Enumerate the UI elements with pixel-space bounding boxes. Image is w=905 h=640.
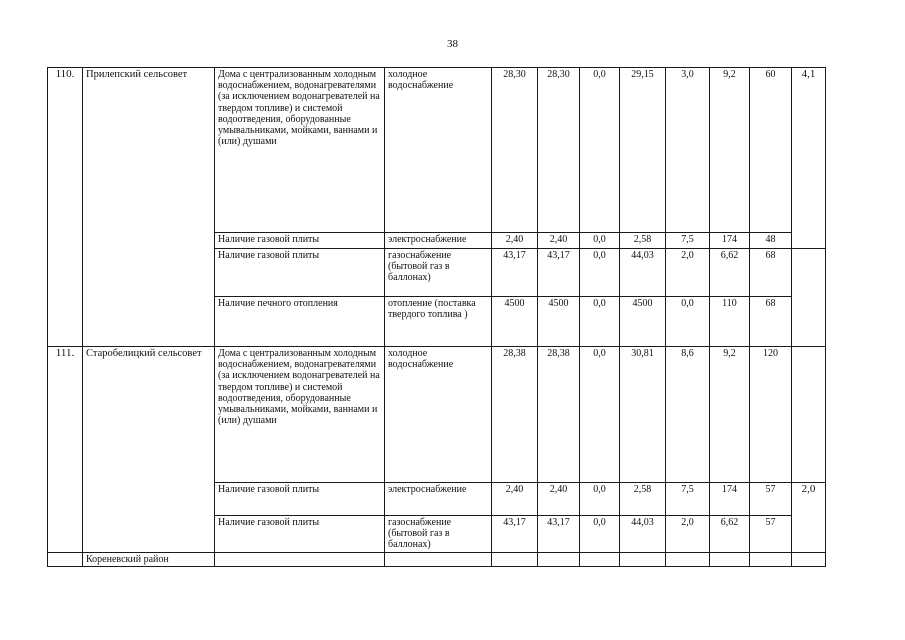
value-cell: 43,17 xyxy=(538,516,580,553)
value-cell: 4500 xyxy=(492,297,538,347)
value-cell: 2,0 xyxy=(666,249,710,297)
value-cell: 28,38 xyxy=(492,347,538,483)
total-cell: 2,0 xyxy=(792,483,826,553)
value-cell: 44,03 xyxy=(620,516,666,553)
value-cell: 60 xyxy=(750,68,792,233)
condition-cell: Наличие газовой плиты xyxy=(215,516,385,553)
value-cell: 9,2 xyxy=(710,68,750,233)
settlement-name: Прилепский сельсовет xyxy=(83,68,215,347)
table-row xyxy=(48,347,826,483)
empty-cell xyxy=(666,553,710,567)
value-cell: 57 xyxy=(750,516,792,553)
service-cell: электроснабжение xyxy=(385,233,492,249)
value-cell: 2,58 xyxy=(620,483,666,516)
value-cell: 2,40 xyxy=(538,233,580,249)
value-cell: 6,62 xyxy=(710,516,750,553)
empty-cell xyxy=(215,553,385,567)
empty-cell xyxy=(48,553,83,567)
value-cell: 68 xyxy=(750,249,792,297)
value-cell: 8,6 xyxy=(666,347,710,483)
value-cell: 0,0 xyxy=(666,297,710,347)
condition-cell: Наличие печного отопления xyxy=(215,297,385,347)
page-number: 38 xyxy=(447,38,458,50)
value-cell: 9,2 xyxy=(710,347,750,483)
value-cell: 2,40 xyxy=(538,483,580,516)
value-cell: 174 xyxy=(710,483,750,516)
empty-cell xyxy=(580,553,620,567)
service-cell: холодное водоснабжение xyxy=(385,68,492,233)
condition-cell: Наличие газовой плиты xyxy=(215,233,385,249)
value-cell: 43,17 xyxy=(538,249,580,297)
value-cell: 0,0 xyxy=(580,233,620,249)
value-cell: 110 xyxy=(710,297,750,347)
service-cell: холодное водоснабжение xyxy=(385,347,492,483)
value-cell: 7,5 xyxy=(666,233,710,249)
value-cell: 3,0 xyxy=(666,68,710,233)
value-cell: 68 xyxy=(750,297,792,347)
value-cell: 48 xyxy=(750,233,792,249)
condition-cell: Дома с централизованным холодным водоснабжением, водонагревателями (за исключением водонагревателей на твердом топливе) и системой водоотведения, оборудованные умывальниками, мойками, ваннами и (или) душами xyxy=(215,68,385,233)
value-cell: 28,30 xyxy=(538,68,580,233)
value-cell: 7,5 xyxy=(666,483,710,516)
total-cell-empty xyxy=(792,347,826,483)
empty-cell xyxy=(492,553,538,567)
row-number: 111. xyxy=(48,347,83,553)
service-cell: газоснабжение (бытовой газ в баллонах) xyxy=(385,516,492,553)
value-cell: 2,0 xyxy=(666,516,710,553)
value-cell: 28,38 xyxy=(538,347,580,483)
total-cell: 4,1 xyxy=(792,68,826,249)
value-cell: 0,0 xyxy=(580,297,620,347)
service-cell: газоснабжение (бытовой газ в баллонах) xyxy=(385,249,492,297)
empty-cell xyxy=(620,553,666,567)
empty-cell xyxy=(385,553,492,567)
value-cell: 120 xyxy=(750,347,792,483)
settlement-name: Старобелицкий сельсовет xyxy=(83,347,215,553)
empty-cell xyxy=(750,553,792,567)
value-cell: 0,0 xyxy=(580,483,620,516)
value-cell: 44,03 xyxy=(620,249,666,297)
value-cell: 57 xyxy=(750,483,792,516)
service-cell: электроснабжение xyxy=(385,483,492,516)
value-cell: 4500 xyxy=(620,297,666,347)
value-cell: 0,0 xyxy=(580,249,620,297)
value-cell: 0,0 xyxy=(580,68,620,233)
condition-cell: Дома с централизованным холодным водоснабжением, водонагревателями (за исключением водонагревателей на твердом топливе) и системой водоотведения, оборудованные умывальниками, мойками, ваннами и (или) душами xyxy=(215,347,385,483)
value-cell: 30,81 xyxy=(620,347,666,483)
empty-cell xyxy=(710,553,750,567)
value-cell: 2,40 xyxy=(492,483,538,516)
table-row xyxy=(48,68,826,233)
value-cell: 43,17 xyxy=(492,516,538,553)
table-row xyxy=(48,553,826,567)
row-number: 110. xyxy=(48,68,83,347)
condition-cell: Наличие газовой плиты xyxy=(215,249,385,297)
value-cell: 2,58 xyxy=(620,233,666,249)
value-cell: 43,17 xyxy=(492,249,538,297)
empty-cell xyxy=(792,553,826,567)
value-cell: 0,0 xyxy=(580,516,620,553)
value-cell: 0,0 xyxy=(580,347,620,483)
value-cell: 4500 xyxy=(538,297,580,347)
value-cell: 2,40 xyxy=(492,233,538,249)
value-cell: 174 xyxy=(710,233,750,249)
value-cell: 28,30 xyxy=(492,68,538,233)
value-cell: 29,15 xyxy=(620,68,666,233)
value-cell: 6,62 xyxy=(710,249,750,297)
total-cell-empty xyxy=(792,249,826,347)
condition-cell: Наличие газовой плиты xyxy=(215,483,385,516)
service-cell: отопление (поставка твердого топлива ) xyxy=(385,297,492,347)
district-name: Кореневский район xyxy=(83,553,215,567)
empty-cell xyxy=(538,553,580,567)
tariff-table xyxy=(47,67,826,567)
